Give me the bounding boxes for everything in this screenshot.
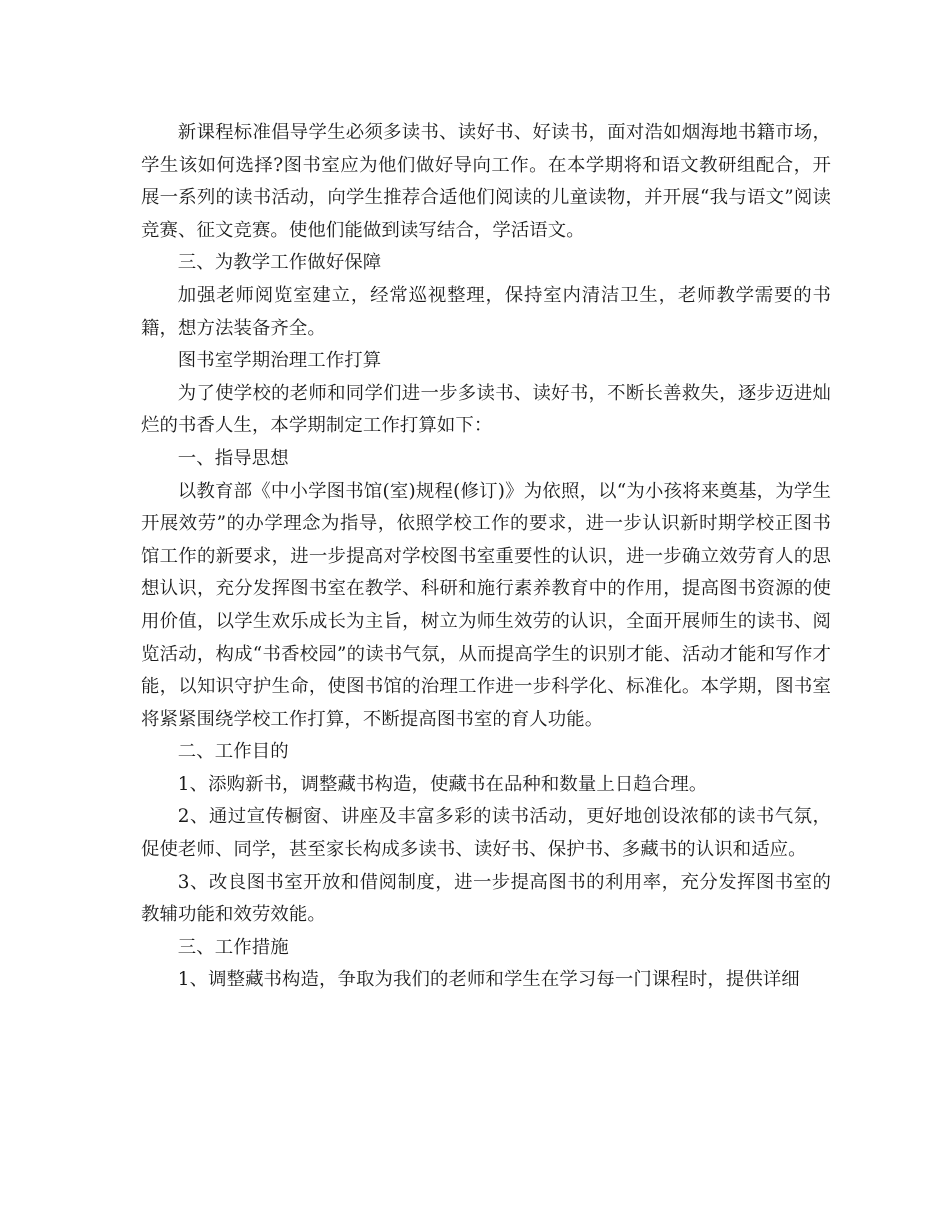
heading-teaching-support: 三、为教学工作做好保障 bbox=[177, 252, 382, 274]
heading-work-measures: 三、工作措施 bbox=[177, 936, 289, 958]
list-item-goal-2: 2、通过宣传橱窗、讲座及丰富多彩的读书活动，更好地创设浓郁的读书气氛，促使老师、同学，甚至家长构成多读书、读好书、保护书、多藏书的认识和适应。 bbox=[141, 806, 831, 861]
document-body bbox=[141, 117, 831, 997]
paragraph-plan-intro: 为了使学校的老师和同学们进一步多读书、读好书，不断长善救失，逐步迈进灿烂的书香人生，本学期制定工作打算如下： bbox=[141, 382, 831, 437]
heading-guiding-thought: 一、指导思想 bbox=[177, 447, 289, 469]
paragraph-reading-guidance: 新课程标准倡导学生必须多读书、读好书、好读书，面对浩如烟海地书籍市场，学生该如何选择?图书室应为他们做好导向工作。在本学期将和语文教研组配合，开展一系列的读书活动，向学生推荐合适他们阅读的儿童读物，并开展“我与语文”阅读竞赛、征文竞赛。使他们能做到读写结合，学活语文。 bbox=[141, 122, 831, 241]
paragraph-teacher-reading-room: 加强老师阅览室建立，经常巡视整理，保持室内清洁卫生，老师教学需要的书籍，想方法装备齐全。 bbox=[141, 284, 831, 339]
section-title-library-plan: 图书室学期治理工作打算 bbox=[177, 350, 382, 372]
list-item-goal-3: 3、改良图书室开放和借阅制度，进一步提高图书的利用率，充分发挥图书室的教辅功能和效劳效能。 bbox=[141, 871, 831, 926]
list-item-goal-1: 1、添购新书，调整藏书构造，使藏书在品种和数量上日趋合理。 bbox=[177, 773, 708, 795]
list-item-measure-1: 1、调整藏书构造，争取为我们的老师和学生在学习每一门课程时，提供详细 bbox=[177, 969, 800, 991]
paragraph-guiding-thought: 以教育部《中小学图书馆(室)规程(修订)》为依照，以“为小孩将来奠基，为学生开展效劳”的办学理念为指导，依照学校工作的要求，进一步认识新时期学校正图书馆工作的新要求，进一步提高对学校图书室重要性的认识，进一步确立效劳育人的思想认识，充分发挥图书室在教学、科研和施行素养教育中的作用，提高图书资源的使用价值，以学生欢乐成长为主旨，树立为师生效劳的认识，全面开展师生的读书、阅览活动，构成“书香校园”的读书气氛，从而提高学生的识别才能、活动才能和写作才能，以知识守护生命，使图书馆的治理工作进一步科学化、标准化。本学期，图书室将紧紧围绕学校工作打算，不断提高图书室的育人功能。 bbox=[141, 480, 831, 730]
heading-work-goals: 二、工作目的 bbox=[177, 741, 289, 763]
